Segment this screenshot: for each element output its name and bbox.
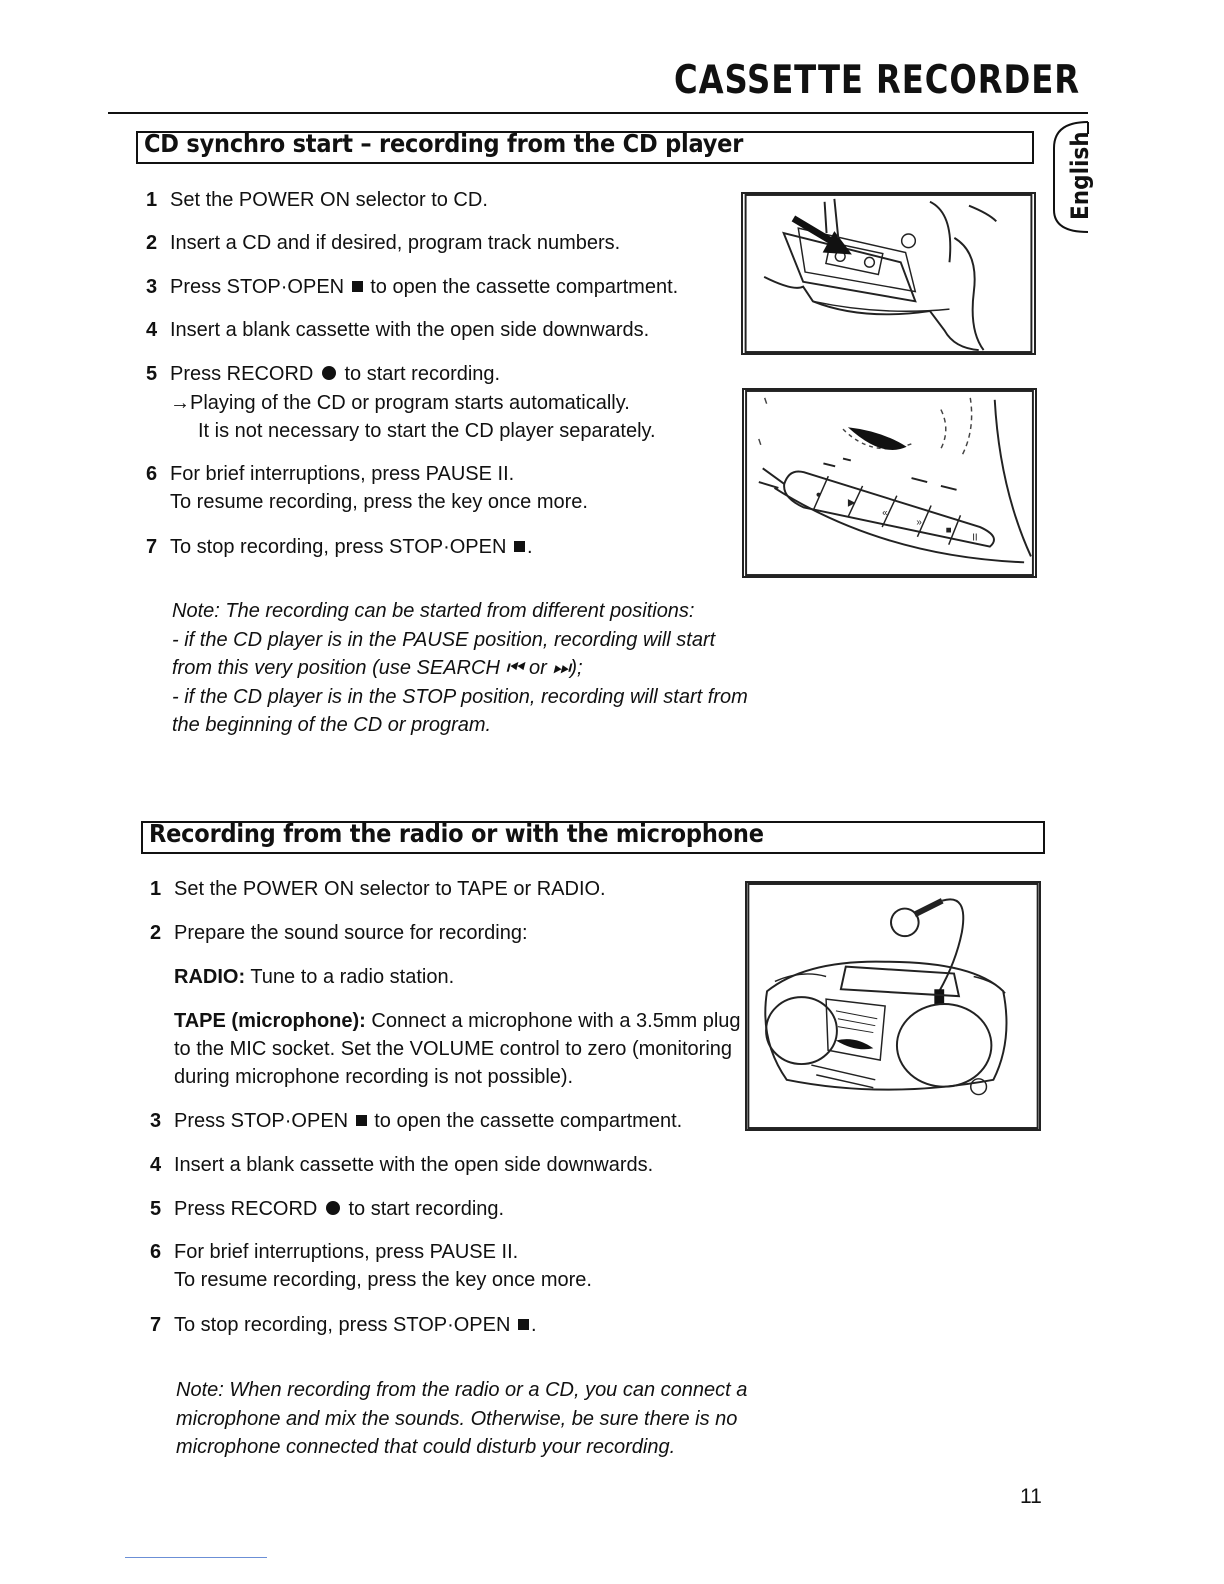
svg-text:«: « (882, 507, 888, 519)
footer-rule (125, 1557, 267, 1558)
stop-square-icon (356, 1115, 367, 1126)
stop-square-icon (518, 1319, 529, 1330)
section1-heading (136, 131, 1034, 165)
record-dot-icon (326, 1201, 340, 1215)
svg-text:II: II (972, 532, 978, 544)
language-tab-label: English (1066, 131, 1094, 220)
cassette-insert-illustration (741, 192, 1036, 355)
s1-note: Note: The recording can be started from different positions: - if the CD player is in the PAUSE position, recording will start from this very position (use SEARCH ⏮ or ⏭); - if the CD player is in the STOP position, recording will start from the beginning of the CD or program. (172, 600, 748, 736)
record-buttons-illustration (742, 388, 1037, 578)
section2-title: Recording from the radio or with the microphone (149, 819, 764, 848)
section1-title: CD synchro start – recording from the CD player (144, 129, 744, 158)
boombox-microphone-illustration (745, 881, 1041, 1131)
title-rule (108, 112, 1088, 114)
svg-text:■: ■ (945, 524, 952, 536)
section2-heading (141, 821, 1045, 855)
stop-square-icon (514, 541, 525, 552)
svg-text:»: » (916, 517, 922, 529)
page-title: CASSETTE RECORDER (673, 58, 1080, 103)
svg-text:▶: ▶ (847, 497, 856, 509)
record-dot-icon (322, 366, 336, 380)
s2-note: Note: When recording from the radio or a CD, you can connect a microphone and mix the sounds. Otherwise, be sure there is no microphone connected that could disturb your recording. (176, 1379, 748, 1458)
page-number: 11 (1020, 1485, 1042, 1508)
svg-text:●: ● (815, 489, 822, 501)
stop-square-icon (352, 281, 363, 292)
